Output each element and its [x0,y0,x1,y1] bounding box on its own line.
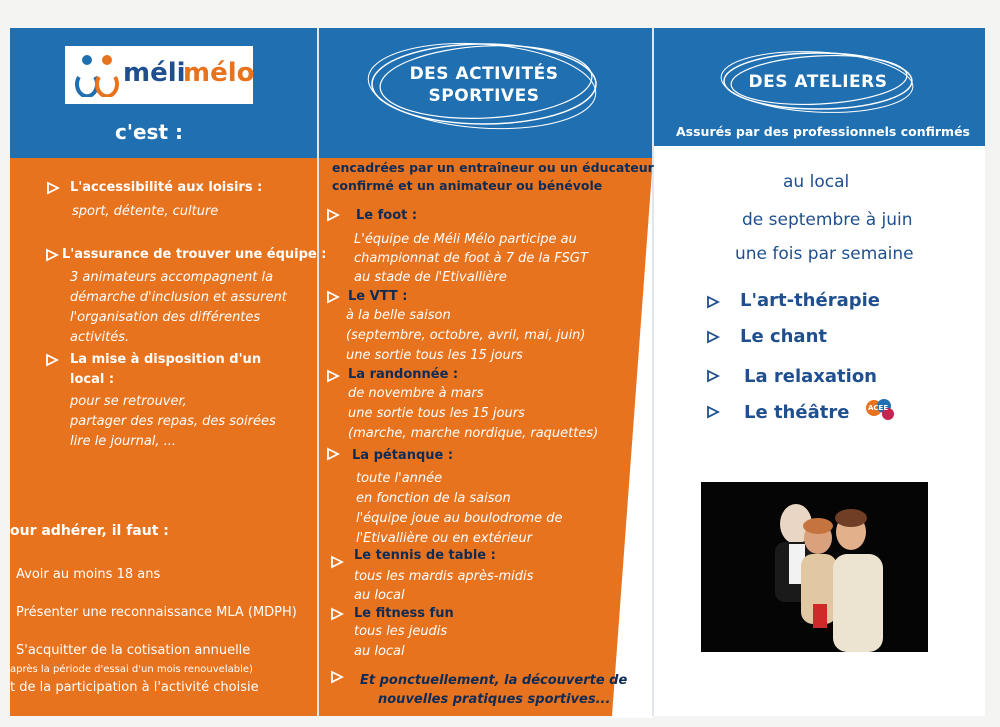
logo-text-meli: méli [123,58,186,88]
item-text: lire le journal, ... [70,434,177,449]
arrow-bullet-icon [706,405,720,419]
arrow-bullet-icon [330,607,344,621]
arrow-bullet-icon [46,181,60,195]
section-title-line2: SPORTIVES [428,86,540,106]
arrow-bullet-icon [706,295,720,309]
arrow-bullet-icon [45,248,59,262]
item-text: l'organisation des différentes [70,310,261,325]
item-label: L'accessibilité aux loisirs : [70,180,263,195]
sport-text: (marche, marche nordique, raquettes) [348,426,599,441]
sport-text: L'équipe de Méli Mélo participe au [354,232,577,247]
arrow-bullet-icon [45,353,59,367]
sport-text: (septembre, octobre, avril, mai, juin) [346,328,586,343]
sport-name: La pétanque : [352,448,454,463]
item-text: activités. [70,330,130,345]
sport-text: au local [354,588,405,603]
section-title: DES ATELIERS [748,72,888,92]
arrow-bullet-icon [330,670,344,684]
item-label-cont: local : [70,372,115,387]
item-text: sport, détente, culture [72,204,219,219]
info-text: au local [783,172,850,192]
arrow-bullet-icon [326,369,340,383]
sport-text: l'équipe joue au boulodrome de [356,511,563,526]
item-text: démarche d'inclusion et assurent [70,290,287,305]
sport-text: à la belle saison [346,308,451,323]
sport-text: en fonction de la saison [356,491,511,506]
sport-text: une sortie tous les 15 jours [346,348,523,363]
sport-name: La randonnée : [348,367,459,382]
sport-name: Le tennis de table : [354,548,496,563]
sport-text: l'Etivallière ou en extérieur [356,531,533,546]
logo-text-melo: mélo [183,58,255,88]
sport-name: Le fitness fun [354,606,454,621]
sport-text: toute l'année [356,471,443,486]
condition: Présenter une reconnaissance MLA (MDPH) [16,605,297,620]
adherer-title: our adhérer, il faut : [10,523,169,539]
section-subtitle: Assurés par des professionnels confirmés [676,124,970,139]
atelier-item: L'art-thérapie [740,290,880,311]
atelier-item: Le chant [740,326,827,347]
sport-text: de novembre à mars [348,386,484,401]
atelier-item: Le théâtre [744,402,850,423]
arrow-bullet-icon [326,290,340,304]
sport-text: championnat de foot à 7 de la FSGT [354,251,588,266]
arrow-bullet-icon [330,555,344,569]
theatre-photo [701,482,928,652]
item-label: La mise à disposition d'un [70,352,262,367]
condition: Avoir au moins 18 ans [16,567,161,582]
arrow-bullet-icon [326,447,340,461]
acee-badge [862,398,898,426]
condition-note: après la période d'essai d'un mois renouvelable) [10,664,253,675]
closing-text: Et ponctuellement, la découverte de [360,673,628,688]
condition: t de la participation à l'activité choisie [10,680,259,695]
sport-text: tous les mardis après-midis [354,569,534,584]
intro-text: confirmé et un animateur ou bénévole [332,178,603,193]
fold-line [652,28,654,716]
section-title-line1: DES ACTIVITÉS [409,64,559,84]
item-text: pour se retrouver, [70,394,187,409]
sport-text: au local [354,644,405,659]
condition: S'acquitter de la cotisation annuelle [16,643,251,658]
closing-text: nouvelles pratiques sportives... [378,692,611,707]
item-text: partager des repas, des soirées [70,414,276,429]
panel1-title: c'est : [115,120,183,144]
melimelo-logo [65,46,253,104]
intro-text: encadrées par un entraîneur ou un éducateur [332,160,654,175]
sport-name: Le VTT : [348,289,408,304]
sport-text: une sortie tous les 15 jours [348,406,525,421]
arrow-bullet-icon [706,330,720,344]
sport-name: Le foot : [356,208,418,223]
sport-text: au stade de l'Etivallière [354,270,507,285]
fold-line [317,28,319,716]
info-text: de septembre à juin [742,210,913,230]
scribble-oval-icon [364,34,604,134]
arrow-bullet-icon [326,208,340,222]
arrow-bullet-icon [706,369,720,383]
item-label: L'assurance de trouver une équipe : [62,247,327,262]
sport-text: tous les jeudis [354,624,448,639]
item-text: 3 animateurs accompagnent la [70,270,274,285]
info-text: une fois par semaine [735,244,914,264]
people-logo-icon [69,53,125,97]
atelier-item: La relaxation [744,366,877,387]
acee-logo-icon [862,398,898,426]
acee-badge-text: ACEE [868,404,889,412]
